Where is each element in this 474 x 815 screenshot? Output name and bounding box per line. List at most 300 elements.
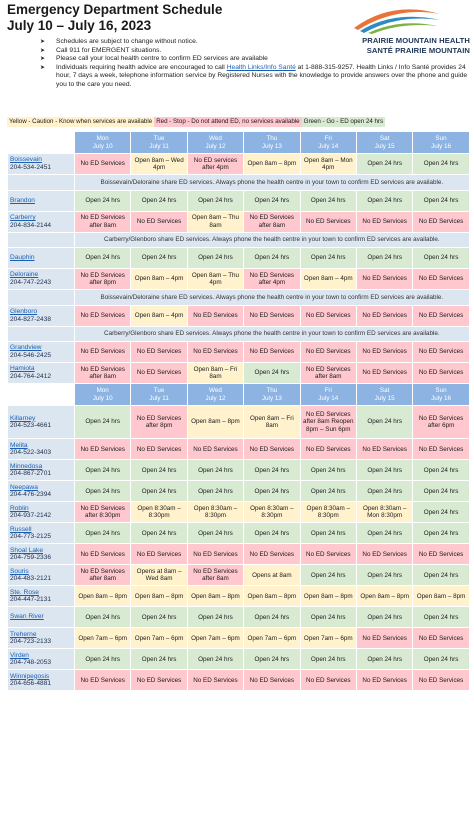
site-name-link[interactable]: Treherne — [10, 630, 37, 638]
site-row — [8, 460, 470, 481]
day-name: Wed — [209, 135, 222, 143]
day-name: Wed — [209, 387, 222, 395]
day-name: Fri — [324, 387, 332, 395]
site-cell — [8, 670, 75, 691]
site-cell — [8, 649, 75, 670]
legend-red: Red - Stop - Do not attend ED, no services available — [156, 118, 300, 125]
day-date: July 10 — [92, 394, 113, 402]
day-header-cell — [131, 132, 187, 154]
site-cell — [8, 502, 75, 523]
site-name-link[interactable]: Grandview — [10, 344, 42, 352]
site-phone: 204-747-2243 — [10, 279, 52, 286]
site-row — [8, 502, 470, 523]
site-phone: 204-773-2125 — [10, 533, 52, 541]
day-date: July 15 — [374, 142, 395, 150]
day-name: Sat — [379, 387, 390, 395]
day-date: July 13 — [261, 142, 282, 150]
site-row — [8, 248, 470, 269]
site-cell — [8, 406, 75, 439]
day-header-cell — [75, 384, 131, 406]
schedule-cell: Open 24 hrs — [131, 190, 187, 211]
schedule-table — [7, 131, 470, 691]
schedule-cell: Open 24 hrs — [413, 460, 469, 481]
schedule-cell: No ED Services — [413, 363, 469, 384]
schedule-cell: Open 24 hrs — [75, 481, 131, 502]
schedule-cell: Open 24 hrs — [300, 565, 356, 586]
site-phone: 204-759-2336 — [10, 554, 52, 562]
arrow-bullet-icon: ➤ — [40, 64, 46, 71]
shared-services-note-row — [8, 232, 470, 248]
schedule-cell: Open 24 hrs — [244, 363, 300, 384]
schedule-cell: Open 24 hrs — [356, 406, 412, 439]
schedule-cell: No ED Services after 6pm — [413, 406, 469, 439]
notice-list — [40, 38, 468, 90]
site-name-link[interactable]: Virden — [10, 651, 29, 659]
schedule-cell: Opens at 8am – Wed 8am — [131, 565, 187, 586]
schedule-cell: Open 8am – 8pm — [413, 586, 469, 607]
notice-item: ➤ Schedules are subject to change without notice. — [40, 38, 198, 45]
schedule-cell: Open 24 hrs — [413, 523, 469, 544]
header-corner — [8, 132, 75, 154]
schedule-cell: No ED Services — [187, 670, 243, 691]
schedule-cell: No ED Services — [244, 439, 300, 460]
schedule-cell: Open 8am – 8pm — [356, 586, 412, 607]
schedule-cell: Open 24 hrs — [300, 607, 356, 628]
site-name-link[interactable]: Glenboro — [10, 307, 38, 315]
site-name-link[interactable]: Roblin — [10, 504, 29, 512]
site-row — [8, 363, 470, 384]
day-date: July 10 — [92, 142, 113, 150]
schedule-cell: Open 7am – 6pm — [244, 628, 300, 649]
site-phone: 204-476-2394 — [10, 491, 52, 499]
schedule-cell: Open 24 hrs — [187, 481, 243, 502]
schedule-cell: Open 8am – 8pm — [244, 154, 300, 175]
schedule-cell: No ED Services — [356, 363, 412, 384]
schedule-cell: No ED Services — [356, 628, 412, 649]
site-cell — [8, 439, 75, 460]
schedule-cell: No ED Services — [356, 342, 412, 363]
note-spacer — [8, 326, 75, 342]
schedule-cell: Open 24 hrs — [413, 607, 469, 628]
site-name-link[interactable]: Winnipegosis — [10, 672, 50, 680]
site-row — [8, 523, 470, 544]
schedule-cell: Open 8am – 8pm — [244, 586, 300, 607]
day-header-cell — [131, 384, 187, 406]
site-row — [8, 565, 470, 586]
day-header-cell — [300, 132, 356, 154]
note-spacer — [8, 175, 75, 191]
schedule-cell: No ED Services — [413, 670, 469, 691]
schedule-cell: Open 8:30am – 8:30pm — [300, 502, 356, 523]
schedule-cell: No ED Services — [131, 544, 187, 565]
schedule-cell: Open 24 hrs — [131, 460, 187, 481]
day-header-row — [8, 384, 470, 406]
schedule-cell: No ED Services — [131, 670, 187, 691]
site-phone: 204-483-2121 — [10, 575, 52, 583]
schedule-cell: No ED Services — [244, 670, 300, 691]
schedule-cell: No ED Services — [187, 439, 243, 460]
schedule-cell: No ED Services — [131, 342, 187, 363]
day-date: July 16 — [431, 142, 452, 150]
schedule-cell: No ED Services — [413, 342, 469, 363]
schedule-cell: Open 8am – 4pm — [131, 305, 187, 326]
site-name-link[interactable]: Swan River — [10, 613, 44, 621]
notice-item: ➤ Call 911 for EMERGENT situations. — [40, 46, 162, 54]
site-cell — [8, 363, 75, 384]
schedule-cell: No ED Services — [413, 269, 469, 290]
legend-green: Green - Go - ED open 24 hrs — [303, 118, 384, 125]
shared-services-note: Boissevain/Deloraine share ED services. Always phone the health centre in your town to confirm ED services are available. — [75, 175, 470, 191]
schedule-cell: No ED Services — [300, 544, 356, 565]
day-name: Tue — [153, 387, 165, 395]
schedule-cell: Open 24 hrs — [75, 190, 131, 211]
schedule-cell: Open 7am – 6pm — [300, 628, 356, 649]
site-phone: 204-764-2412 — [10, 373, 52, 380]
schedule-cell: No ED Services — [300, 439, 356, 460]
site-phone: 204-834-2144 — [10, 221, 52, 229]
site-cell — [8, 523, 75, 544]
schedule-cell: No ED Services — [356, 439, 412, 460]
schedule-cell: No ED Services after 8am — [75, 363, 131, 384]
schedule-cell: Open 24 hrs — [356, 649, 412, 670]
schedule-cell: Open 24 hrs — [413, 248, 469, 269]
day-date: July 16 — [431, 394, 452, 402]
schedule-cell: Open 24 hrs — [300, 649, 356, 670]
schedule-cell: Open 24 hrs — [187, 607, 243, 628]
schedule-cell: No ED Services — [187, 544, 243, 565]
shared-services-note: Boissevain/Deloraine share ED services. Always phone the health centre in your town to confirm ED services are available. — [75, 290, 470, 306]
site-name-link[interactable]: Ste. Rose — [10, 588, 39, 596]
schedule-cell: No ED Services — [356, 305, 412, 326]
site-row — [8, 544, 470, 565]
schedule-cell: Open 8am – Mon 4pm — [300, 154, 356, 175]
site-row — [8, 211, 470, 232]
schedule-cell: No ED Services — [131, 211, 187, 232]
date-range: July 10 – July 16, 2023 — [7, 18, 152, 33]
schedule-cell: Open 24 hrs — [244, 190, 300, 211]
site-row — [8, 305, 470, 326]
day-name: Mon — [96, 135, 109, 143]
day-header-cell — [413, 384, 469, 406]
day-name: Tue — [153, 135, 165, 143]
legend-yellow: Yellow - Caution - Know when services are available — [9, 118, 153, 125]
header — [7, 2, 307, 34]
shared-services-note: Carberry/Glenboro share ED services. Always phone the health centre in your town to confirm ED services are available. — [75, 232, 470, 248]
schedule-cell: Open 24 hrs — [300, 248, 356, 269]
schedule-cell: Open 24 hrs — [75, 607, 131, 628]
schedule-cell: No ED Services — [413, 211, 469, 232]
site-name-link[interactable]: Shoal Lake — [10, 546, 43, 554]
schedule-cell: Open 7am – 6pm — [75, 628, 131, 649]
health-links-link[interactable]: Health Links/Info Santé — [226, 63, 296, 71]
site-name-link[interactable]: Brandon — [10, 196, 35, 204]
schedule-cell: Open 24 hrs — [356, 607, 412, 628]
day-header-cell — [244, 132, 300, 154]
schedule-cell: No ED Services — [75, 670, 131, 691]
schedule-cell: Open 24 hrs — [244, 460, 300, 481]
schedule-cell: Open 24 hrs — [300, 481, 356, 502]
schedule-cell: No ED Services — [187, 305, 243, 326]
schedule-cell: Open 24 hrs — [356, 248, 412, 269]
day-header-cell — [75, 132, 131, 154]
site-cell — [8, 248, 75, 269]
schedule-cell: Open 24 hrs — [413, 502, 469, 523]
day-header-cell — [244, 384, 300, 406]
schedule-cell: No ED Services — [131, 439, 187, 460]
schedule-cell: Open 24 hrs — [187, 460, 243, 481]
shared-services-note: Carberry/Glenboro share ED services. Always phone the health centre in your town to confirm ED services are available. — [75, 326, 470, 342]
schedule-cell: No ED Services — [75, 342, 131, 363]
day-name: Sun — [435, 135, 447, 143]
schedule-cell: No ED Services — [413, 305, 469, 326]
site-cell — [8, 269, 75, 290]
site-cell — [8, 342, 75, 363]
schedule-cell: No ED Services — [75, 154, 131, 175]
site-name-link[interactable]: Russell — [10, 525, 32, 533]
schedule-cell: Open 24 hrs — [356, 190, 412, 211]
schedule-cell: No ED services after 4pm — [187, 154, 243, 175]
schedule-cell: Open 24 hrs — [356, 565, 412, 586]
notice-item: ➤ Please call your local health centre to confirm ED services are available — [40, 55, 268, 63]
schedule-cell: No ED Services — [131, 363, 187, 384]
schedule-cell: Open 8am – Fri 8am — [187, 363, 243, 384]
schedule-cell: Open 8am – 8pm — [300, 586, 356, 607]
site-row — [8, 190, 470, 211]
schedule-cell: Open 24 hrs — [356, 481, 412, 502]
site-phone: 204-748-2053 — [10, 659, 52, 667]
site-phone: 204-546-2425 — [10, 352, 52, 359]
schedule-cell: Open 24 hrs — [75, 248, 131, 269]
schedule-cell: Open 7am – 6pm — [131, 628, 187, 649]
site-cell — [8, 460, 75, 481]
schedule-cell: Open 8:30am –Mon 8:30pm — [356, 502, 412, 523]
site-name-link[interactable]: Hamiota — [10, 365, 35, 373]
schedule-cell: Open 24 hrs — [187, 523, 243, 544]
day-name: Thu — [266, 387, 278, 395]
schedule-cell: No ED Services — [75, 439, 131, 460]
schedule-cell: Open 24 hrs — [244, 248, 300, 269]
logo-text-english: PRAIRIE MOUNTAIN HEALTH — [362, 36, 470, 45]
day-name: Sat — [379, 135, 390, 143]
site-name-link[interactable]: Minnedosa — [10, 462, 43, 470]
arrow-bullet-icon: ➤ — [40, 39, 46, 45]
site-name-link[interactable]: Neepawa — [10, 483, 38, 491]
schedule-cell: No ED Services after 8pm — [75, 269, 131, 290]
site-cell — [8, 481, 75, 502]
schedule-cell: No ED Services — [300, 670, 356, 691]
schedule-cell: Opens at 8am — [244, 565, 300, 586]
schedule-cell: Open 8:30am – 8:30pm — [244, 502, 300, 523]
schedule-cell: No ED Services after 8pm — [131, 406, 187, 439]
schedule-cell: Open 24 hrs — [413, 190, 469, 211]
site-row — [8, 481, 470, 502]
site-phone: 204-723-2133 — [10, 638, 52, 646]
site-name-link[interactable]: Carberry — [10, 213, 36, 221]
site-row — [8, 439, 470, 460]
day-date: July 12 — [205, 142, 226, 150]
arrow-bullet-icon: ➤ — [40, 56, 46, 63]
site-row — [8, 607, 470, 628]
site-phone: 204-534-2451 — [10, 164, 52, 171]
day-header-cell — [356, 384, 412, 406]
schedule-cell: Open 24 hrs — [300, 523, 356, 544]
schedule-cell: Open 8am – 8pm — [131, 586, 187, 607]
site-cell — [8, 190, 75, 211]
schedule-cell: Open 24 hrs — [413, 481, 469, 502]
schedule-cell: Open 24 hrs — [244, 607, 300, 628]
day-date: July 14 — [318, 142, 339, 150]
schedule-cell: No ED Services after 8am — [75, 565, 131, 586]
schedule-cell: No ED Services — [244, 544, 300, 565]
site-phone: 204-522-3403 — [10, 449, 52, 457]
schedule-cell: No ED Services — [356, 544, 412, 565]
schedule-cell: No ED Services — [244, 342, 300, 363]
day-header-row — [8, 132, 470, 154]
day-name: Sun — [435, 387, 447, 395]
site-cell — [8, 628, 75, 649]
site-name-link[interactable]: Boissevain — [10, 156, 42, 164]
schedule-cell: Open 24 hrs — [187, 649, 243, 670]
schedule-cell: Open 24 hrs — [413, 565, 469, 586]
schedule-cell: No ED Services — [300, 211, 356, 232]
schedule-cell: No ED Services — [356, 670, 412, 691]
schedule-cell: No ED Services after 8am — [75, 211, 131, 232]
schedule-cell: No ED Services — [356, 211, 412, 232]
schedule-cell: Open 24 hrs — [300, 190, 356, 211]
schedule-cell: Open 24 hrs — [413, 649, 469, 670]
day-date: July 13 — [261, 394, 282, 402]
schedule-cell: Open 24 hrs — [131, 607, 187, 628]
schedule-cell: Open 8am – Thu 4pm — [187, 269, 243, 290]
site-phone: 204-656-4881 — [10, 680, 52, 688]
site-cell — [8, 305, 75, 326]
schedule-cell: Open 8am – Wed 4pm — [131, 154, 187, 175]
schedule-cell: No ED Services — [413, 544, 469, 565]
site-phone: 204-937-2142 — [10, 512, 52, 520]
shared-services-note-row — [8, 290, 470, 306]
schedule-cell: No ED Services after 8am — [244, 211, 300, 232]
schedule-cell: Open 8:30am – 8:30pm — [187, 502, 243, 523]
day-date: July 11 — [149, 394, 169, 402]
notice-item: ➤ Individuals requiring health advice are encouraged to call Health Links/Info Santé at 1-888-315-9257. Health Links / Info Santé provides 24 hour, 7 days a week, telephone information service by Registered Nurses with the knowledge to provide answers over the phone and guide you to the care you need. — [40, 63, 468, 88]
schedule-cell: Open 8am – 8pm — [75, 586, 131, 607]
schedule-cell: Open 24 hrs — [131, 248, 187, 269]
site-row — [8, 586, 470, 607]
schedule-cell: No ED Services — [75, 544, 131, 565]
color-legend — [7, 117, 469, 127]
header-corner — [8, 384, 75, 406]
site-row — [8, 154, 470, 175]
day-date: July 14 — [318, 394, 339, 402]
site-row — [8, 649, 470, 670]
shared-services-note-row — [8, 326, 470, 342]
site-phone: 204-867-2701 — [10, 470, 52, 478]
schedule-cell: Open 8am – 4pm — [131, 269, 187, 290]
site-name-link[interactable]: Killarney — [10, 414, 36, 422]
site-cell — [8, 154, 75, 175]
schedule-cell: Open 8:30am – 8:30pm — [131, 502, 187, 523]
schedule-cell: Open 8am – 4pm — [300, 269, 356, 290]
day-date: July 15 — [374, 394, 395, 402]
site-row — [8, 628, 470, 649]
schedule-cell: Open 24 hrs — [244, 523, 300, 544]
schedule-cell: Open 8am – Fri 8am — [244, 406, 300, 439]
schedule-cell: Open 7am – 6pm — [187, 628, 243, 649]
site-name-link[interactable]: Melita — [10, 441, 28, 449]
schedule-cell: No ED Services after 8:30pm — [75, 502, 131, 523]
site-cell — [8, 565, 75, 586]
schedule-cell: Open 24 hrs — [187, 190, 243, 211]
schedule-cell: Open 24 hrs — [75, 406, 131, 439]
arrow-bullet-icon: ➤ — [40, 47, 46, 54]
mountain-logo-icon — [352, 4, 442, 34]
schedule-cell: Open 24 hrs — [131, 523, 187, 544]
site-row — [8, 269, 470, 290]
day-header-cell — [356, 132, 412, 154]
schedule-cell: Open 24 hrs — [131, 481, 187, 502]
site-cell — [8, 211, 75, 232]
schedule-cell: No ED Services — [244, 305, 300, 326]
day-name: Fri — [324, 135, 332, 143]
schedule-cell: No ED Services — [413, 628, 469, 649]
day-header-cell — [187, 132, 243, 154]
schedule-cell: Open 8am – 8pm — [187, 586, 243, 607]
site-phone: 204-523-4661 — [10, 422, 52, 430]
site-cell — [8, 607, 75, 628]
schedule-cell: No ED Services — [187, 342, 243, 363]
day-header-cell — [413, 132, 469, 154]
day-date: July 11 — [149, 142, 169, 150]
shared-services-note-row — [8, 175, 470, 191]
schedule-cell: Open 24 hrs — [187, 248, 243, 269]
schedule-cell: Open 24 hrs — [356, 523, 412, 544]
schedule-cell: No ED Services after 4pm — [244, 269, 300, 290]
schedule-cell: No ED Services — [75, 305, 131, 326]
site-name-link[interactable]: Dauphin — [10, 254, 35, 262]
schedule-cell: No ED Services after 8am — [187, 565, 243, 586]
day-header-cell — [187, 384, 243, 406]
schedule-cell: No ED Services — [300, 305, 356, 326]
day-name: Mon — [96, 387, 109, 395]
schedule-cell: No ED Services — [356, 269, 412, 290]
note-spacer — [8, 232, 75, 248]
site-row — [8, 342, 470, 363]
schedule-cell: Open 8am – Thu 8am — [187, 211, 243, 232]
page-title: Emergency Department Schedule — [7, 2, 223, 17]
schedule-cell: Open 24 hrs — [300, 460, 356, 481]
site-row — [8, 670, 470, 691]
schedule-cell: Open 8am – 8pm — [187, 406, 243, 439]
schedule-cell: Open 24 hrs — [413, 154, 469, 175]
schedule-cell: No ED Services — [300, 342, 356, 363]
schedule-cell: Open 24 hrs — [75, 523, 131, 544]
schedule-cell: Open 24 hrs — [356, 460, 412, 481]
site-name-link[interactable]: Souris — [10, 567, 29, 575]
site-phone: 204-827-2438 — [10, 315, 52, 323]
schedule-cell: No ED Services after 8am Reopen 8pm – Sun 6pm — [300, 406, 356, 439]
schedule-cell: Open 24 hrs — [244, 649, 300, 670]
schedule-cell: Open 24 hrs — [356, 154, 412, 175]
day-header-cell — [300, 384, 356, 406]
site-phone: 204-447-2131 — [10, 596, 52, 604]
schedule-cell: Open 24 hrs — [75, 649, 131, 670]
site-name-link[interactable]: Deloraine — [10, 271, 39, 279]
schedule-cell: No ED Services after 8am — [300, 363, 356, 384]
schedule-cell: Open 24 hrs — [75, 460, 131, 481]
site-cell — [8, 586, 75, 607]
site-cell — [8, 544, 75, 565]
schedule-cell: No ED Services — [413, 439, 469, 460]
